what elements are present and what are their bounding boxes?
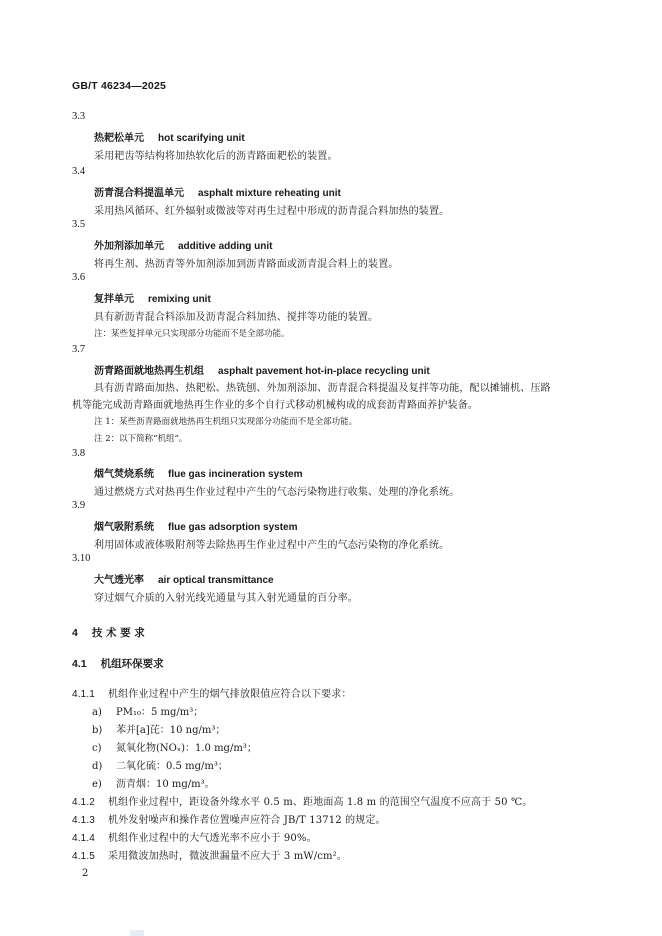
list-item bbox=[92, 703, 203, 718]
clause-number: 4.1.4 bbox=[72, 833, 95, 844]
term-number: 3.6 bbox=[72, 272, 86, 283]
term-title bbox=[94, 518, 297, 533]
term-title bbox=[94, 362, 430, 377]
term-number: 3.9 bbox=[72, 500, 86, 511]
term-definition: 采用耙齿等结构将加热软化后的沥青路面耙松的装置。 bbox=[94, 151, 338, 162]
term-note: 注 2：以下简称“机组”。 bbox=[94, 434, 188, 444]
list-item bbox=[92, 775, 215, 790]
term-title-zh: 烟气焚烧系统 bbox=[94, 469, 154, 480]
clause bbox=[72, 811, 386, 826]
term-title bbox=[94, 237, 272, 252]
term-definition: 采用热风循环、红外辐射或微波等对再生过程中形成的沥青混合料加热的装置。 bbox=[94, 206, 450, 217]
list-marker: a) bbox=[92, 707, 102, 718]
subsection-number: 4.1 bbox=[72, 658, 87, 670]
clause-text: 机组作业过程中，距设备外缘水平 0.5 m、距地面高 1.8 m 的范围空气温度不应高于 50 ℃。 bbox=[108, 797, 533, 808]
clause-number: 4.1.5 bbox=[72, 851, 95, 862]
clause-text: 机外发射噪声和操作者位置噪声应符合 JB/T 13712 的规定。 bbox=[108, 815, 386, 826]
term-title-zh: 烟气吸附系统 bbox=[94, 522, 154, 533]
clause bbox=[72, 793, 532, 808]
clause bbox=[72, 847, 347, 862]
subsection-title: 机组环保要求 bbox=[100, 658, 164, 670]
term-title bbox=[94, 129, 245, 144]
term-number: 3.10 bbox=[72, 553, 91, 564]
page-number: 2 bbox=[82, 868, 89, 879]
section-title: 技 术 要 求 bbox=[91, 627, 145, 639]
list-marker: e) bbox=[92, 779, 102, 790]
term-title bbox=[94, 290, 211, 305]
term-title-en: flue gas incineration system bbox=[168, 469, 303, 480]
term-title-en: flue gas adsorption system bbox=[168, 522, 298, 533]
term-note: 注 1：某些沥青路面就地热再生机组只实现部分功能而不是全部功能。 bbox=[94, 417, 358, 427]
clause bbox=[72, 685, 352, 700]
term-title-zh: 沥青路面就地热再生机组 bbox=[94, 366, 204, 377]
list-text: 氮氧化物(NOₓ)：1.0 mg/m³； bbox=[116, 743, 257, 754]
term-number: 3.4 bbox=[72, 166, 86, 177]
clause-text: 机组作业过程中的大气透光率不应小于 90%。 bbox=[108, 833, 317, 844]
term-definition: 具有新沥青混合料添加及沥青混合料加热、搅拌等功能的装置。 bbox=[94, 312, 379, 323]
term-number: 3.8 bbox=[72, 448, 86, 459]
scan-artifact bbox=[130, 930, 144, 936]
term-title bbox=[94, 465, 303, 480]
clause-number: 4.1.3 bbox=[72, 815, 95, 826]
term-note: 注：某些复拌单元只实现部分功能而不是全部功能。 bbox=[94, 329, 290, 339]
term-title-zh: 热耙松单元 bbox=[94, 133, 144, 144]
term-title bbox=[94, 184, 341, 199]
term-title-en: asphalt pavement hot-in-place recycling unit bbox=[218, 366, 430, 377]
list-text: 二氧化硫：0.5 mg/m³； bbox=[116, 761, 228, 772]
clause-text: 采用微波加热时，微波泄漏量不应大于 3 mW/cm²。 bbox=[108, 851, 347, 862]
term-title bbox=[94, 571, 274, 586]
term-title-en: asphalt mixture reheating unit bbox=[198, 188, 341, 199]
list-text: PM₁₀：5 mg/m³； bbox=[116, 707, 204, 718]
term-definition: 将再生剂、热沥青等外加剂添加到沥青路面或沥青混合料上的装置。 bbox=[94, 259, 399, 270]
term-definition: 具有沥青路面加热、热耙松、热铣刨、外加剂添加、沥青混合料提温及复拌等功能，配以摊铺机、压路 bbox=[94, 383, 551, 394]
term-definition-continued: 机等能完成沥青路面就地热再生作业的多个自行式移动机械构成的成套沥青路面养护装备。 bbox=[72, 400, 478, 411]
term-title-zh: 大气透光率 bbox=[94, 575, 144, 586]
term-title-en: hot scarifying unit bbox=[158, 133, 245, 144]
clause bbox=[72, 829, 317, 844]
term-number: 3.3 bbox=[72, 111, 86, 122]
list-marker: c) bbox=[92, 743, 102, 754]
term-number: 3.7 bbox=[72, 344, 86, 355]
clause-number: 4.1.1 bbox=[72, 689, 95, 700]
clause-number: 4.1.2 bbox=[72, 797, 95, 808]
term-definition: 通过燃烧方式对热再生作业过程中产生的气态污染物进行收集、处理的净化系统。 bbox=[94, 487, 460, 498]
term-number: 3.5 bbox=[72, 219, 86, 230]
term-title-en: additive adding unit bbox=[178, 241, 273, 252]
clause-text: 机组作业过程中产生的烟气排放限值应符合以下要求： bbox=[108, 689, 352, 700]
list-marker: d) bbox=[92, 761, 103, 772]
term-title-en: air optical transmittance bbox=[158, 575, 274, 586]
section-heading bbox=[72, 625, 145, 640]
term-definition: 穿过烟气介质的入射光线光通量与其入射光通量的百分率。 bbox=[94, 593, 358, 604]
term-title-zh: 外加剂添加单元 bbox=[94, 241, 164, 252]
list-marker: b) bbox=[92, 725, 103, 736]
list-item bbox=[92, 757, 228, 772]
standard-header: GB/T 46234—2025 bbox=[72, 80, 167, 92]
list-text: 沥青烟：10 mg/m³。 bbox=[116, 779, 215, 790]
section-number: 4 bbox=[72, 627, 78, 639]
subsection-heading bbox=[72, 656, 164, 671]
list-text: 苯并[a]芘：10 ng/m³； bbox=[116, 725, 226, 736]
term-title-en: remixing unit bbox=[148, 294, 211, 305]
term-title-zh: 沥青混合料提温单元 bbox=[94, 188, 184, 199]
list-item bbox=[92, 721, 225, 736]
list-item bbox=[92, 739, 257, 754]
term-definition: 利用固体或液体吸附剂等去除热再生作业过程中产生的气态污染物的净化系统。 bbox=[94, 540, 450, 551]
term-title-zh: 复拌单元 bbox=[94, 294, 134, 305]
